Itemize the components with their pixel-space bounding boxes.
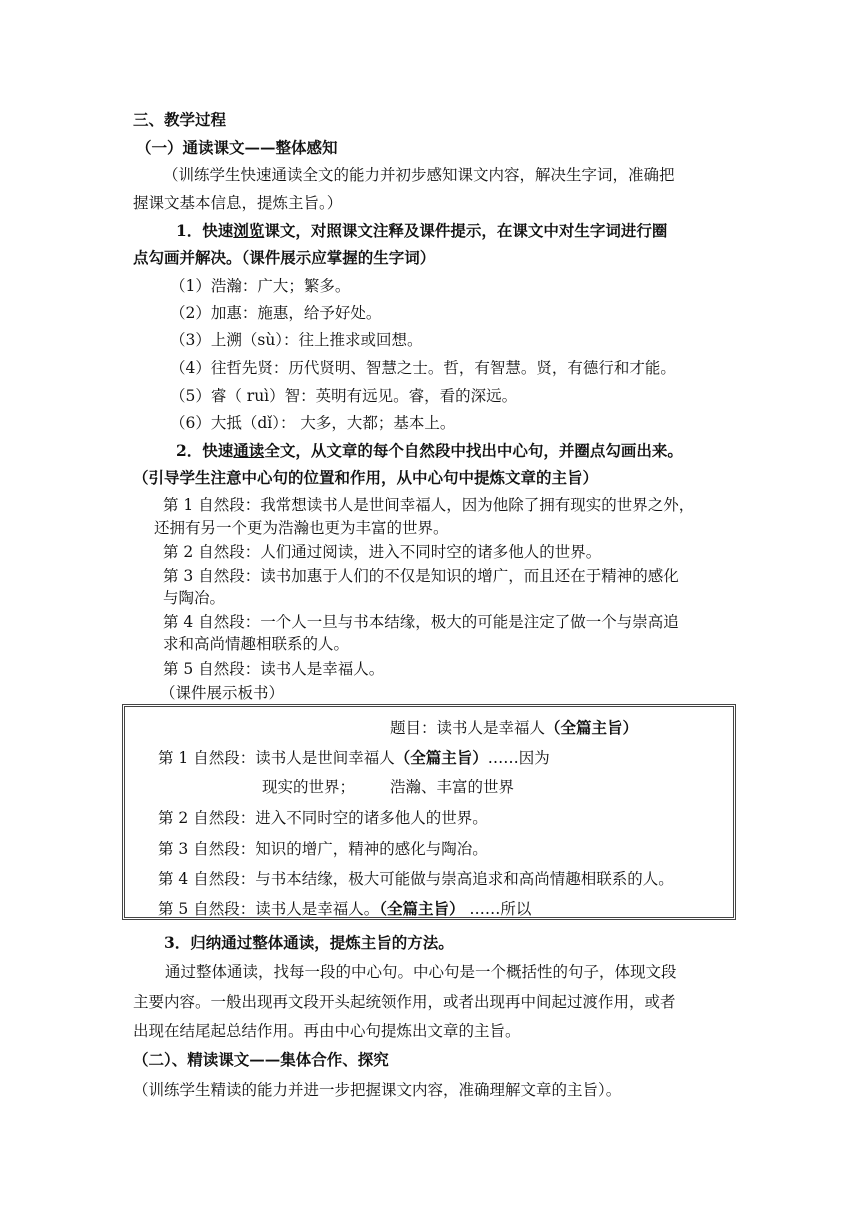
board-row-text: 进入不同时空的诸多他人的世界。	[255, 809, 488, 827]
paragraph-4-line1: 第 4 自然段：一个人一旦与书本结缘，极大的可能是注定了做一个与崇高追	[163, 613, 679, 631]
paragraph-4-line2: 求和高尚情趣相联系的人。	[163, 635, 350, 653]
step1-rest: 课文，对照课文注释及课件提示，在课文中对生字词进行圈	[264, 221, 668, 240]
step1-line1	[176, 221, 667, 241]
board-row-text: 读书人是世间幸福人	[255, 749, 395, 767]
board-row-1b-left: 现实的世界；	[262, 778, 356, 796]
vocab-item: （2）加惠：施惠，给予好处。	[170, 304, 382, 322]
step3-line2: 主要内容。一般出现再文段开头起统领作用，或者出现再中间起过渡作用，或者	[133, 993, 676, 1011]
board-row-label: 第 3 自然段：	[158, 840, 256, 858]
board-caption: （课件展示板书）	[160, 684, 285, 702]
board-row-note: （全篇主旨）	[379, 899, 465, 918]
board-row-label: 第 2 自然段：	[158, 809, 256, 827]
paragraph-1-line1: 第 1 自然段：我常想读书人是世间幸福人，因为他除了拥有现实的世界之外，	[163, 496, 695, 514]
board-title	[390, 718, 638, 738]
step2-line1	[176, 441, 683, 461]
paragraph-5: 第 5 自然段：读书人是幸福人。	[163, 660, 385, 678]
part2-heading: （二）、精读课文——集体合作、探究	[133, 1050, 389, 1069]
vocab-item: （3）上溯（sù）：往上推求或回想。	[170, 331, 423, 349]
board-row-3	[158, 839, 488, 859]
step2-underlined: 通读	[233, 441, 265, 460]
vocab-item: （6）大抵（dǐ）： 大多，大都；基本上。	[170, 414, 456, 432]
part1-heading: （一）通读课文——整体感知	[136, 138, 338, 157]
board-row-text: 读书人是幸福人。	[255, 900, 380, 918]
step3-heading: 3．归纳通过整体通读，提炼主旨的方法。	[164, 933, 454, 952]
paragraph-2: 第 2 自然段：人们通过阅读，进入不同时空的诸多他人的世界。	[163, 543, 602, 561]
board-title-text: 题目：读书人是幸福人	[390, 719, 546, 737]
paragraph-1-line2: 还拥有另一个更为浩瀚也更为丰富的世界。	[154, 519, 449, 537]
step3-line3: 出现在结尾起总结作用。再由中心句提炼出文章的主旨。	[133, 1022, 521, 1040]
board-row-1b-right: 浩瀚、丰富的世界	[390, 778, 515, 796]
step1-line2: 点勾画并解决。（课件展示应掌握的生字词）	[133, 248, 436, 267]
board-row-5	[158, 899, 531, 919]
board-row-text: 与书本结缘，极大可能做与崇高追求和高尚情趣相联系的人。	[255, 870, 674, 888]
vocab-item: （1）浩瀚：广大；繁多。	[170, 277, 351, 295]
board-row-label: 第 5 自然段：	[158, 900, 256, 918]
board-row-note: （全篇主旨）	[394, 748, 488, 767]
board-row-2	[158, 808, 488, 828]
board-row-4	[158, 869, 674, 889]
part1-intro-line2: 握课文基本信息，提炼主旨。）	[133, 194, 343, 212]
paragraph-3-line2: 与陶冶。	[163, 589, 226, 607]
step2-prefix: 2．快速	[176, 441, 234, 460]
part2-intro: （训练学生精读的能力并进一步把握课文内容，准确理解文章的主旨）。	[133, 1081, 622, 1099]
board-row-text: 知识的增广，精神的感化与陶冶。	[255, 840, 488, 858]
board-title-note: （全篇主旨）	[545, 718, 639, 737]
board-row-label: 第 1 自然段：	[158, 749, 256, 767]
vocab-item: （4）往哲先贤：历代贤明、智慧之士。哲，有智慧。贤，有德行和才能。	[170, 359, 676, 377]
vocab-item: （5）睿（ ruì）智：英明有远见。睿，看的深远。	[170, 387, 518, 405]
paragraph-3-line1: 第 3 自然段：读书加惠于人们的不仅是知识的增广，而且还在于精神的感化	[163, 567, 679, 585]
board-row-tail: ……因为	[487, 749, 550, 767]
board-row-tail: ……所以	[464, 900, 532, 918]
section-title: 三、教学过程	[133, 110, 227, 129]
step1-prefix: 1．快速	[176, 221, 234, 240]
step2-line2: （引导学生注意中心句的位置和作用，从中心句中提炼文章的主旨）	[133, 468, 599, 487]
step3-line1: 通过整体通读，找每一段的中心句。中心句是一个概括性的句子，体现文段	[165, 963, 677, 981]
step1-underlined: 浏览	[233, 221, 265, 240]
board-row-label: 第 4 自然段：	[158, 870, 256, 888]
board-row-1	[158, 748, 550, 768]
part1-intro-line1: （训练学生快速通读全文的能力并初步感知课文内容，解决生字词，准确把	[163, 166, 675, 184]
step2-rest: 全文，从文章的每个自然段中找出中心句，并圈点勾画出来。	[264, 441, 683, 460]
